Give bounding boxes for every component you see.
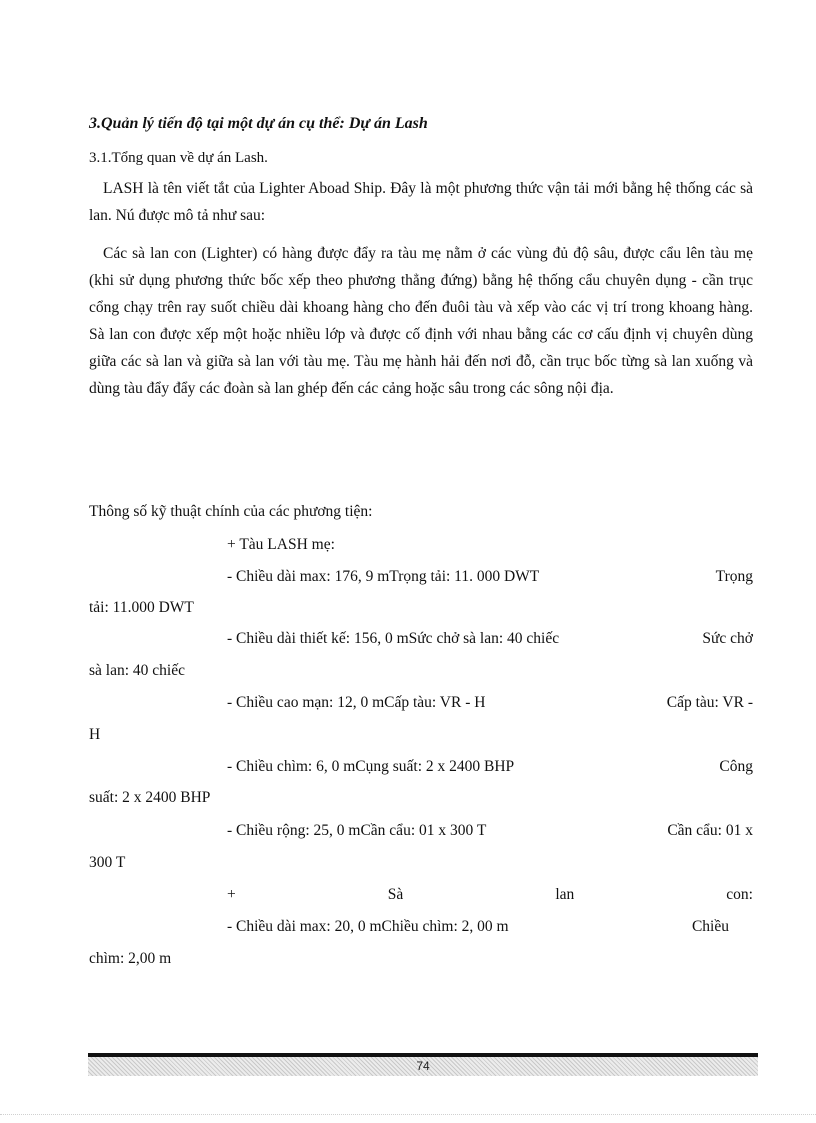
lighter-label-word: con:: [726, 886, 753, 903]
mother-ship-label: + Tàu LASH mẹ:: [227, 536, 335, 553]
spec-duplicate-start: Trọng: [715, 568, 753, 585]
spec-text: - Chiều rộng: 25, 0 mCần cẩu: 01 x 300 T: [227, 822, 487, 839]
specs-intro: Thông số kỹ thuật chính của các phương tiện:: [89, 503, 373, 520]
spec-text: - Chiều cao mạn: 12, 0 mCấp tàu: VR - H: [227, 694, 486, 711]
spec-duplicate-start: Chiều: [691, 918, 729, 935]
spec-text: - Chiều dài max: 20, 0 mChiều chìm: 2, 00 m: [227, 918, 509, 935]
description-paragraph: Các sà lan con (Lighter) có hàng được đẩy ra tàu mẹ nằm ở các vùng đủ độ sâu, được cẩu lên tàu mẹ (khi sử dụng phương thức bốc xếp theo phương thẳng đứng) bằng hệ thống cẩu chuyên dụng - cần trục cổng chạy trên ray suốt chiều dài khoang hàng cho đến đuôi tàu và xếp vào các vị trí trong khoang hàng. Sà lan con được xếp một hoặc nhiều lớp và được cố định với nhau bằng các cơ cấu định vị chuyên dùng giữa các sà lan và giữa sà lan với tàu mẹ. Tàu mẹ hành hải đến nơi đỗ, cần trục bốc từng sà lan xuống và dùng tàu đẩy đẩy các đoàn sà lan ghép đến các cảng hoặc sâu trong các sông nội địa.: [89, 245, 753, 397]
section-heading: 3.Quản lý tiến độ tại một dự án cụ thể: Dự án Lash: [89, 115, 428, 132]
lighter-label: [227, 881, 753, 908]
lighter-label-word: +: [227, 886, 236, 903]
spec-duplicate-end: suất: 2 x 2400 BHP: [89, 789, 211, 806]
spec-text: - Chiều chìm: 6, 0 mCụng suất: 2 x 2400 BHP: [227, 758, 515, 775]
spec-duplicate-start: Cấp tàu: VR -: [666, 694, 753, 711]
spec-duplicate-start: Sức chở: [702, 630, 753, 647]
spec-duplicate-end: chìm: 2,00 m: [89, 950, 172, 967]
page-bottom-divider: [0, 1114, 816, 1115]
lighter-label-word: lan: [555, 886, 575, 903]
intro-paragraph: LASH là tên viết tắt của Lighter Aboad Ship. Đây là một phương thức vận tải mới bằng hệ thống các sà lan. Nú được mô tả như sau:: [89, 180, 753, 224]
spec-duplicate-start: Công: [719, 758, 753, 775]
spec-duplicate-end: sà lan: 40 chiếc: [89, 662, 185, 679]
spec-text: - Chiều dài max: 176, 9 mTrọng tải: 11. 000 DWT: [227, 568, 540, 585]
spec-duplicate-start: Cần cẩu: 01 x: [667, 822, 753, 839]
spec-text: - Chiều dài thiết kế: 156, 0 mSức chở sà lan: 40 chiếc: [227, 630, 560, 647]
lighter-label-word: Sà: [387, 886, 404, 903]
spec-duplicate-end: 300 T: [89, 854, 126, 871]
spec-duplicate-end: H: [89, 726, 101, 743]
spec-duplicate-end: tải: 11.000 DWT: [89, 599, 194, 616]
page-footer: [88, 1053, 758, 1076]
page-number: 74: [416, 1059, 430, 1073]
subsection-heading: 3.1.Tổng quan về dự án Lash.: [89, 150, 268, 166]
